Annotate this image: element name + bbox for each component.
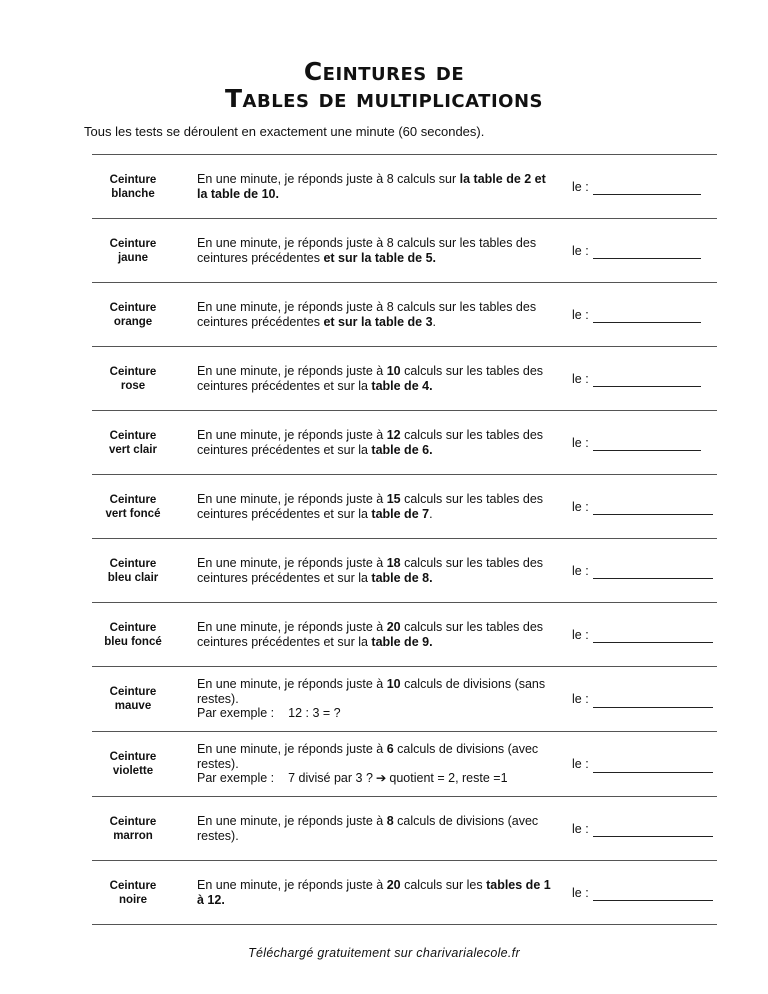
calc-count: 10 (386, 677, 401, 692)
date-field (572, 219, 701, 282)
belt-label: Ceinture (109, 879, 157, 892)
belt-color: bleu foncé (104, 635, 162, 648)
table-row (92, 732, 717, 797)
description-text: calculs sur les (400, 878, 487, 892)
calc-count: 20 (386, 878, 401, 892)
description-text: calculs sur les tables des ceintures précédentes et sur la (197, 620, 544, 649)
table-requirement: table de 4. (371, 378, 433, 393)
belt-description (197, 219, 559, 282)
example-label: Par exemple : (197, 706, 275, 721)
belt-name (92, 347, 174, 410)
date-label: le : (572, 499, 589, 514)
table-row (92, 475, 717, 539)
table-row (92, 797, 717, 861)
example-result: quotient = 2, reste =1 (389, 771, 508, 786)
belt-description (197, 732, 559, 796)
example-value: 7 divisé par 3 ? (288, 771, 373, 786)
date-label: le : (572, 307, 589, 322)
date-label: le : (572, 692, 589, 706)
belt-label: Ceinture (109, 237, 157, 250)
description-text: calculs sur les tables des ceintures précédentes et sur la (197, 364, 544, 393)
belt-label: Ceinture (109, 751, 157, 763)
description-text: En une minute, je réponds juste à (197, 878, 387, 892)
page-title (0, 58, 768, 112)
calc-count: 8 (386, 814, 394, 828)
date-field (572, 797, 713, 860)
date-field (572, 603, 713, 666)
date-field (572, 475, 713, 538)
belts-table (92, 154, 717, 925)
belt-description (197, 667, 559, 731)
date-label: le : (572, 563, 589, 578)
belt-color: vert clair (109, 443, 157, 456)
date-field (572, 283, 701, 346)
description-text: calculs de divisions (avec restes). (197, 814, 539, 843)
title-line-2: Tables de multiplications (225, 84, 543, 113)
belt-label: Ceinture (109, 173, 157, 186)
table-row (92, 347, 717, 411)
description-text: En une minute, je réponds juste à (197, 814, 387, 828)
calc-count: 12 (386, 428, 401, 442)
description-punct: . (429, 506, 433, 521)
footer-credit: Téléchargé gratuitement sur charivarialecole.fr (248, 946, 520, 960)
table-requirement: et sur la table de 3 (323, 314, 433, 329)
description-text: En une minute, je réponds juste à 8 calculs sur (197, 172, 460, 186)
belt-description (197, 797, 559, 860)
belt-description (197, 861, 559, 924)
date-field (572, 732, 713, 796)
belt-description (197, 155, 559, 218)
belt-name (92, 155, 174, 218)
date-label: le : (572, 435, 589, 450)
belt-description (197, 411, 559, 474)
date-blank-line[interactable] (593, 182, 701, 195)
arrow-icon: ➔ (375, 771, 387, 786)
date-blank-line[interactable] (593, 566, 713, 579)
date-label: le : (572, 757, 589, 771)
table-requirement: tables de 1 à 12. (197, 878, 551, 907)
date-blank-line[interactable] (593, 310, 701, 323)
belt-description (197, 283, 559, 346)
date-label: le : (572, 885, 589, 900)
table-requirement: table de 8. (371, 570, 433, 585)
description-text: calculs de divisions (sans restes). (197, 677, 546, 706)
belt-name (92, 861, 174, 924)
belt-name (92, 797, 174, 860)
table-requirement: table de 7 (371, 506, 430, 521)
belt-label: Ceinture (109, 815, 157, 828)
date-field (572, 861, 713, 924)
calc-count: 15 (386, 492, 401, 506)
calc-count: 6 (386, 742, 394, 757)
date-label: le : (572, 371, 589, 386)
date-blank-line[interactable] (593, 824, 713, 837)
description-text: En une minute, je réponds juste à (197, 492, 387, 506)
date-blank-line[interactable] (593, 695, 713, 708)
belt-description (197, 475, 559, 538)
table-row (92, 219, 717, 283)
date-blank-line[interactable] (593, 888, 713, 901)
description-text: En une minute, je réponds juste à 8 calculs sur les tables des ceintures précédentes (197, 236, 537, 265)
date-blank-line[interactable] (593, 760, 713, 773)
example-label: Par exemple : (197, 771, 275, 786)
date-blank-line[interactable] (593, 438, 701, 451)
title-line-1: Ceintures de (303, 57, 465, 86)
belt-color: blanche (111, 187, 155, 200)
date-field (572, 667, 713, 731)
belt-name (92, 732, 174, 796)
table-requirement: et sur la table de 5. (323, 250, 437, 265)
calc-count: 18 (386, 556, 401, 570)
date-blank-line[interactable] (593, 374, 701, 387)
description-text: calculs de divisions (avec restes). (197, 742, 539, 771)
date-field (572, 347, 701, 410)
table-requirement: la table de 2 et la table de 10. (197, 172, 546, 201)
description-text: En une minute, je réponds juste à (197, 428, 387, 442)
table-row (92, 283, 717, 347)
description-text: calculs sur les tables des ceintures précédentes et sur la (197, 556, 544, 585)
belt-description (197, 539, 559, 602)
table-row (92, 861, 717, 925)
belt-name (92, 219, 174, 282)
intro-text: Tous les tests se déroulent en exactement une minute (60 secondes). (84, 124, 485, 139)
belt-color: vert foncé (105, 507, 161, 520)
description-text: En une minute, je réponds juste à 8 calculs sur les tables des ceintures précédentes (197, 300, 537, 329)
belt-label: Ceinture (109, 686, 157, 698)
description-text: En une minute, je réponds juste à (197, 556, 387, 570)
belt-color: rose (120, 379, 146, 392)
date-field (572, 155, 701, 218)
belt-name (92, 539, 174, 602)
date-blank-line[interactable] (593, 630, 713, 643)
date-label: le : (572, 821, 589, 836)
belt-label: Ceinture (109, 621, 157, 634)
date-label: le : (572, 627, 589, 642)
date-field (572, 539, 713, 602)
belt-name (92, 603, 174, 666)
belt-name (92, 667, 174, 731)
date-blank-line[interactable] (593, 502, 713, 515)
belt-description (197, 603, 559, 666)
belt-label: Ceinture (109, 301, 157, 314)
table-row (92, 155, 717, 219)
date-blank-line[interactable] (593, 246, 701, 259)
calc-count: 20 (386, 620, 401, 634)
belt-color: jaune (117, 251, 149, 264)
date-field (572, 411, 701, 474)
date-label: le : (572, 179, 589, 194)
description-text: calculs sur les tables des ceintures précédentes et sur la (197, 428, 544, 457)
date-label: le : (572, 243, 589, 258)
table-row (92, 411, 717, 475)
description-text: En une minute, je réponds juste à (197, 677, 387, 692)
calc-count: 10 (386, 364, 401, 378)
belt-color: noire (118, 893, 148, 906)
belt-color: violette (112, 765, 154, 777)
belt-label: Ceinture (109, 429, 157, 442)
belt-name (92, 411, 174, 474)
belt-label: Ceinture (109, 493, 157, 506)
table-requirement: table de 6. (371, 442, 433, 457)
description-punct: . (432, 314, 437, 329)
table-requirement: table de 9. (371, 634, 433, 649)
description-text: calculs sur les tables des ceintures précédentes et sur la (197, 492, 544, 521)
belt-name (92, 475, 174, 538)
belt-description (197, 347, 559, 410)
description-text: En une minute, je réponds juste à (197, 364, 387, 378)
description-text: En une minute, je réponds juste à (197, 742, 387, 757)
belt-name (92, 283, 174, 346)
belt-label: Ceinture (109, 365, 157, 378)
table-row (92, 539, 717, 603)
table-row (92, 667, 717, 732)
belt-color: orange (113, 315, 153, 328)
description-text: En une minute, je réponds juste à (197, 620, 387, 634)
table-row (92, 603, 717, 667)
belt-color: bleu clair (107, 571, 159, 584)
example-value: 12 : 3 = ? (288, 706, 341, 721)
belt-color: mauve (114, 700, 152, 712)
belt-color: marron (113, 829, 153, 842)
belt-label: Ceinture (109, 557, 157, 570)
